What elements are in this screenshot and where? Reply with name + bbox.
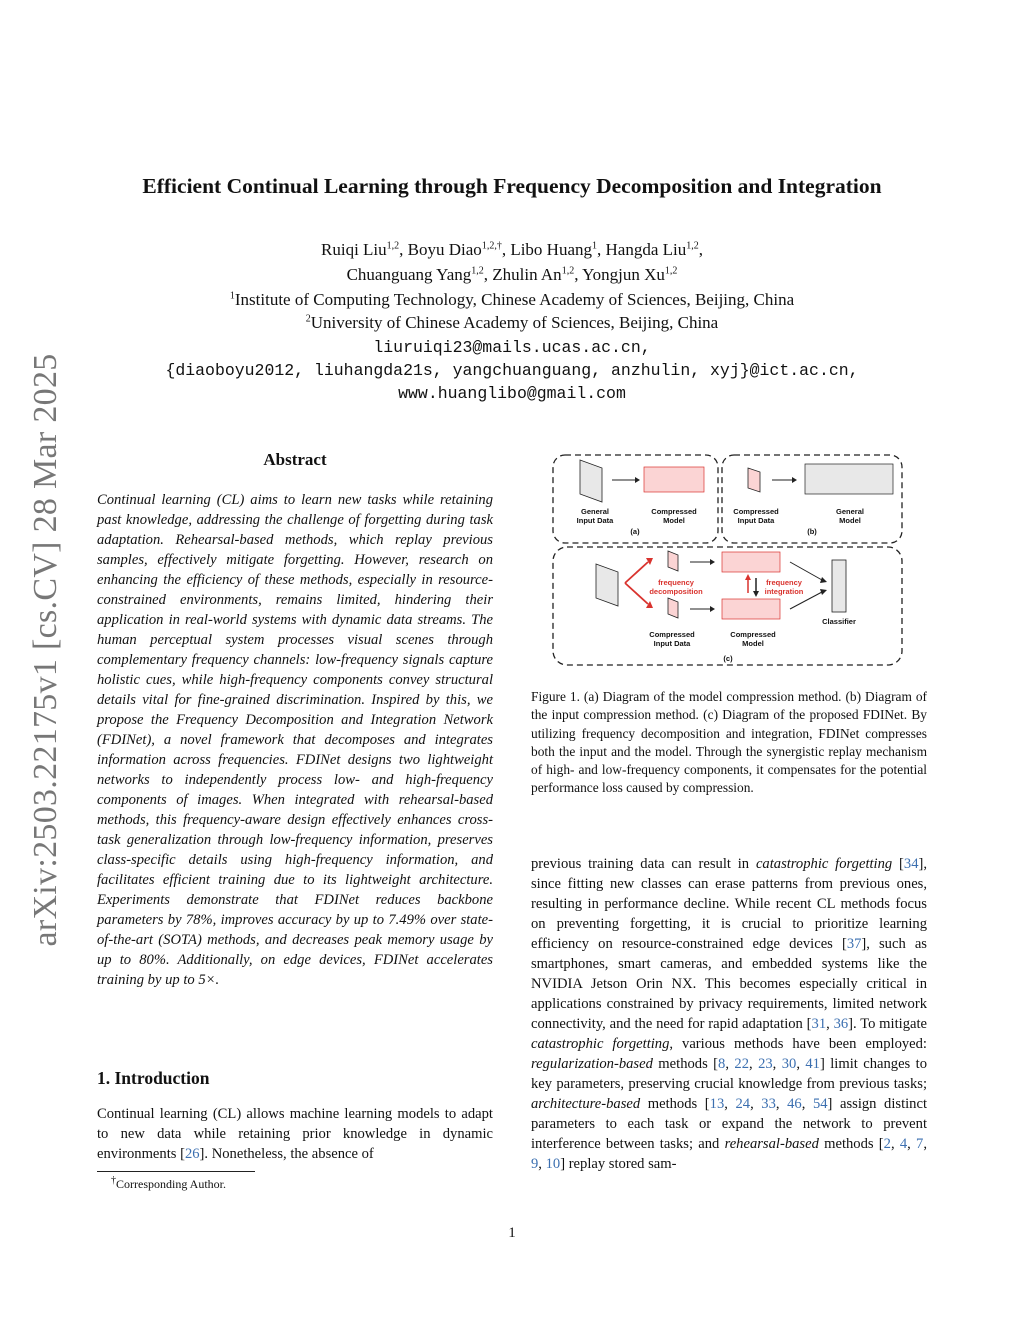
email-line-2[interactable]: {diaoboyu2012, liuhangda21s, yangchuanguang, anzhulin, xyj}@ict.ac.cn, bbox=[165, 361, 859, 380]
body-text: , bbox=[538, 1156, 546, 1172]
author-affiliation-mark: 1,2 bbox=[664, 265, 678, 277]
body-text: , bbox=[796, 1056, 806, 1072]
body-text: ] assign distinct parameters to each task or expand the network to prevent interference between tasks; and bbox=[531, 1096, 928, 1152]
citation-link[interactable]: 8 bbox=[718, 1056, 726, 1072]
label-c-input-1: Compressed bbox=[649, 630, 695, 639]
author-separator: , bbox=[483, 265, 493, 284]
label-panel-b: (b) bbox=[807, 527, 817, 536]
figure-1-caption bbox=[531, 688, 927, 798]
author-name: Chuanguang Yang bbox=[346, 265, 472, 284]
label-b-model-1: General bbox=[836, 507, 864, 516]
citation-link[interactable]: 54 bbox=[812, 1096, 828, 1112]
label-a-model-1: Compressed bbox=[651, 507, 697, 516]
label-frequency-decomposition-1: frequency bbox=[658, 578, 694, 587]
decomposition-arrow-up bbox=[625, 562, 648, 583]
body-text: methods [ bbox=[640, 1096, 710, 1112]
arrow-head-icon bbox=[710, 559, 715, 565]
arrow-head-icon bbox=[792, 477, 797, 483]
low-frequency-model-box bbox=[722, 552, 780, 572]
arrow-head-icon bbox=[635, 477, 640, 483]
emphasis-text: regularization-based bbox=[531, 1056, 653, 1072]
affiliation-2 bbox=[0, 311, 1024, 335]
body-text: ]. Nonetheless, the absence of bbox=[199, 1146, 374, 1162]
abstract-body bbox=[97, 490, 493, 990]
citation-link[interactable]: 9 bbox=[531, 1156, 539, 1172]
label-a-input-2: Input Data bbox=[576, 516, 614, 525]
body-text: , bbox=[775, 1096, 788, 1112]
label-frequency-decomposition-2: decomposition bbox=[649, 587, 703, 596]
affiliation-1 bbox=[0, 288, 1024, 312]
label-a-input-1: General bbox=[581, 507, 609, 516]
emphasis-text: catastrophic forgetting bbox=[755, 856, 893, 872]
footnote-divider bbox=[97, 1171, 255, 1172]
label-b-model-2: Model bbox=[839, 516, 861, 525]
author-separator: , bbox=[399, 240, 408, 259]
citation-link[interactable]: 26 bbox=[184, 1146, 200, 1162]
body-text: ] limit changes to key parameters, preserving crucial knowledge from previous tasks; bbox=[531, 1056, 927, 1092]
author-name: Hangda Liu bbox=[605, 240, 687, 259]
author-affiliation-mark: 1,2 bbox=[471, 265, 484, 277]
author-line-2 bbox=[0, 263, 1024, 287]
body-text: , bbox=[890, 1136, 900, 1152]
intro-paragraph-left bbox=[97, 1104, 493, 1164]
citation-link[interactable]: 36 bbox=[833, 1016, 849, 1032]
body-text: methods [ bbox=[652, 1056, 719, 1072]
figure-1-diagram bbox=[550, 452, 906, 668]
footnote-mark: † bbox=[111, 1175, 116, 1186]
label-frequency-integration-2: integration bbox=[764, 587, 804, 596]
decomposition-arrow-down bbox=[625, 583, 648, 604]
emphasis-text: catastrophic forgetting bbox=[531, 1036, 670, 1052]
body-text: , bbox=[772, 1056, 782, 1072]
section-heading-introduction: 1. Introduction bbox=[97, 1068, 210, 1088]
body-text: , bbox=[750, 1096, 762, 1112]
compressed-model-box bbox=[644, 467, 704, 492]
author-affiliation-mark: 1,2 bbox=[386, 240, 400, 252]
body-text: previous training data can result in bbox=[531, 856, 756, 872]
affiliation-text: Institute of Computing Technology, Chinese Academy of Sciences, Beijing, China bbox=[234, 290, 795, 309]
author-affiliation-mark: 1,2,† bbox=[481, 240, 502, 252]
label-classifier: Classifier bbox=[822, 617, 856, 626]
citation-link[interactable]: 22 bbox=[734, 1056, 749, 1072]
author-name: Boyu Diao bbox=[407, 240, 482, 259]
compressed-input-image-icon bbox=[748, 468, 760, 492]
citation-link[interactable]: 2 bbox=[883, 1136, 891, 1152]
intro-paragraph-right bbox=[531, 854, 927, 1174]
low-frequency-input-icon bbox=[668, 551, 678, 571]
body-text: , various methods have been employed: bbox=[669, 1036, 927, 1052]
label-a-model-2: Model bbox=[663, 516, 685, 525]
email-line-3[interactable]: www.huanglibo@gmail.com bbox=[398, 384, 626, 403]
citation-link[interactable]: 24 bbox=[735, 1096, 751, 1112]
arrow-head-icon bbox=[820, 589, 827, 595]
author-separator: , bbox=[501, 240, 511, 259]
body-text: ]. To mitigate bbox=[848, 1016, 928, 1032]
citation-link[interactable]: 13 bbox=[709, 1096, 725, 1112]
author-affiliation-mark: 1,2 bbox=[561, 265, 575, 277]
arrow-head-icon bbox=[820, 577, 827, 583]
body-text: , bbox=[826, 1016, 834, 1032]
author-affiliation-mark: 1 bbox=[592, 240, 597, 252]
caption-text: Figure 1. (a) Diagram of the model compression method. (b) Diagram of the input compression method. (c) Diagram of the proposed FDINet. By utilizing frequency decomposition and integration, FDINet compresses both the input and the model. Through the synergistic replay mechanism of high- and low-frequency components, it compensates for the potential performance loss caused by compression. bbox=[531, 689, 927, 796]
citation-link[interactable]: 31 bbox=[811, 1016, 827, 1032]
label-panel-c: (c) bbox=[723, 654, 733, 663]
citation-link[interactable]: 41 bbox=[805, 1056, 820, 1072]
general-input-image-icon bbox=[580, 460, 602, 502]
body-text: , bbox=[725, 1056, 735, 1072]
label-panel-a: (a) bbox=[630, 527, 640, 536]
affiliation-number: 2 bbox=[305, 313, 311, 325]
citation-link[interactable]: 10 bbox=[545, 1156, 561, 1172]
high-frequency-model-box bbox=[722, 599, 780, 619]
emphasis-text: rehearsal-based bbox=[724, 1136, 819, 1152]
classifier-box bbox=[832, 560, 846, 612]
body-text: , bbox=[801, 1096, 813, 1112]
body-text: methods [ bbox=[818, 1136, 884, 1152]
arrow-head-icon bbox=[710, 606, 715, 612]
footnote-text: Corresponding Author. bbox=[116, 1177, 226, 1191]
page-number: 1 bbox=[508, 1225, 516, 1241]
email-line-1[interactable]: liuruiqi23@mails.ucas.ac.cn, bbox=[373, 338, 651, 357]
body-text: Continual learning (CL) allows machine learning models to adapt to new data while retaining prior knowledge in dynamic environments [ bbox=[97, 1106, 493, 1162]
input-image-icon bbox=[596, 564, 618, 606]
label-c-model-1: Compressed bbox=[730, 630, 776, 639]
body-text: [ bbox=[892, 856, 904, 872]
emphasis-text: architecture-based bbox=[531, 1096, 641, 1112]
arrow-head-icon bbox=[753, 591, 759, 597]
body-text: ], such as smartphones, smart cameras, and embedded systems like the NVIDIA Jetson Orin NX. This becomes especially critical in applications constrained by privacy requirements, limited network connectivity, and the need for rapid adaptation [ bbox=[531, 936, 927, 1032]
citation-link[interactable]: 23 bbox=[758, 1056, 773, 1072]
author-name: Libo Huang bbox=[510, 240, 592, 259]
author-separator: , bbox=[698, 240, 703, 259]
citation-link[interactable]: 37 bbox=[846, 936, 862, 952]
author-name: Yongjun Xu bbox=[582, 265, 665, 284]
label-b-input-1: Compressed bbox=[733, 507, 779, 516]
citation-link[interactable]: 30 bbox=[781, 1056, 797, 1072]
author-affiliation-mark: 1,2 bbox=[686, 240, 699, 252]
author-separator: , bbox=[597, 240, 606, 259]
body-text: ], since fitting new classes can erase patterns from previous ones, resulting in performance decline. While recent CL methods focus on preventing forgetting, it is crucial to prioritize learning efficiency on resource-constrained edge devices [ bbox=[531, 856, 927, 952]
arrow-head-icon bbox=[745, 574, 751, 580]
footnote bbox=[111, 1177, 226, 1192]
label-b-input-2: Input Data bbox=[737, 516, 775, 525]
affiliation-text: University of Chinese Academy of Sciences, Beijing, China bbox=[310, 313, 719, 332]
citation-link[interactable]: 46 bbox=[787, 1096, 802, 1112]
label-frequency-integration-1: frequency bbox=[766, 578, 802, 587]
citation-link[interactable]: 7 bbox=[916, 1136, 924, 1152]
abstract-text: Continual learning (CL) aims to learn new tasks while retaining past knowledge, addressing the challenge of forgetting during task adaptation. Rehearsal-based methods, which replay previous samples, effectively mitigate forgetting. However, research on enhancing the efficiency of these methods, especially in resource-constrained environments, remains limited, hindering their application in real-world systems with dynamic data streams. The human perceptual system processes visual scenes through complementary frequency channels: low-frequency signals capture holistic cues, while high-frequency components convey structural details vital for fine-grained discrimination. Inspired by this, we propose the Frequency Decomposition and Integration Network (FDINet), a novel framework that decomposes and integrates information across frequencies. FDINet designs two lightweight networks to independently process low- and high-frequency components of images. When integrated with rehearsal-based methods, this frequency-aware design effectively enhances cross-task generalization through low-frequency information, preserves class-specific details using high-frequency information, and facilitates efficient training due to its lightweight architecture. Experiments demonstrate that FDINet reduces backbone parameters by 78%, improves accuracy by up to 7.49% over state-of-the-art (SOTA) methods, and decreases peak memory usage by up to 80%. Additionally, on edge devices, FDINet accelerates training by up to 5×. bbox=[97, 492, 493, 988]
body-text: , bbox=[749, 1056, 759, 1072]
author-line-1 bbox=[0, 238, 1024, 262]
high-frequency-input-icon bbox=[668, 598, 678, 618]
label-c-model-2: Model bbox=[742, 639, 764, 648]
body-text: , bbox=[923, 1136, 927, 1152]
arxiv-stamp: arXiv:2503.22175v1 [cs.CV] 28 Mar 2025 bbox=[27, 353, 64, 947]
abstract-heading: Abstract bbox=[263, 450, 327, 469]
citation-link[interactable]: 4 bbox=[899, 1136, 908, 1152]
author-name: Ruiqi Liu bbox=[321, 240, 387, 259]
body-text: , bbox=[907, 1136, 917, 1152]
citation-link[interactable]: 34 bbox=[903, 856, 919, 872]
body-text: ] replay stored sam- bbox=[560, 1156, 677, 1172]
label-c-input-2: Input Data bbox=[653, 639, 691, 648]
author-name: Zhulin An bbox=[492, 265, 562, 284]
paper-title: Efficient Continual Learning through Frequency Decomposition and Integration bbox=[142, 174, 882, 198]
citation-link[interactable]: 33 bbox=[761, 1096, 776, 1112]
body-text: , bbox=[724, 1096, 736, 1112]
author-separator: , bbox=[574, 265, 583, 284]
affiliation-number: 1 bbox=[229, 290, 235, 302]
general-model-box bbox=[805, 464, 893, 494]
